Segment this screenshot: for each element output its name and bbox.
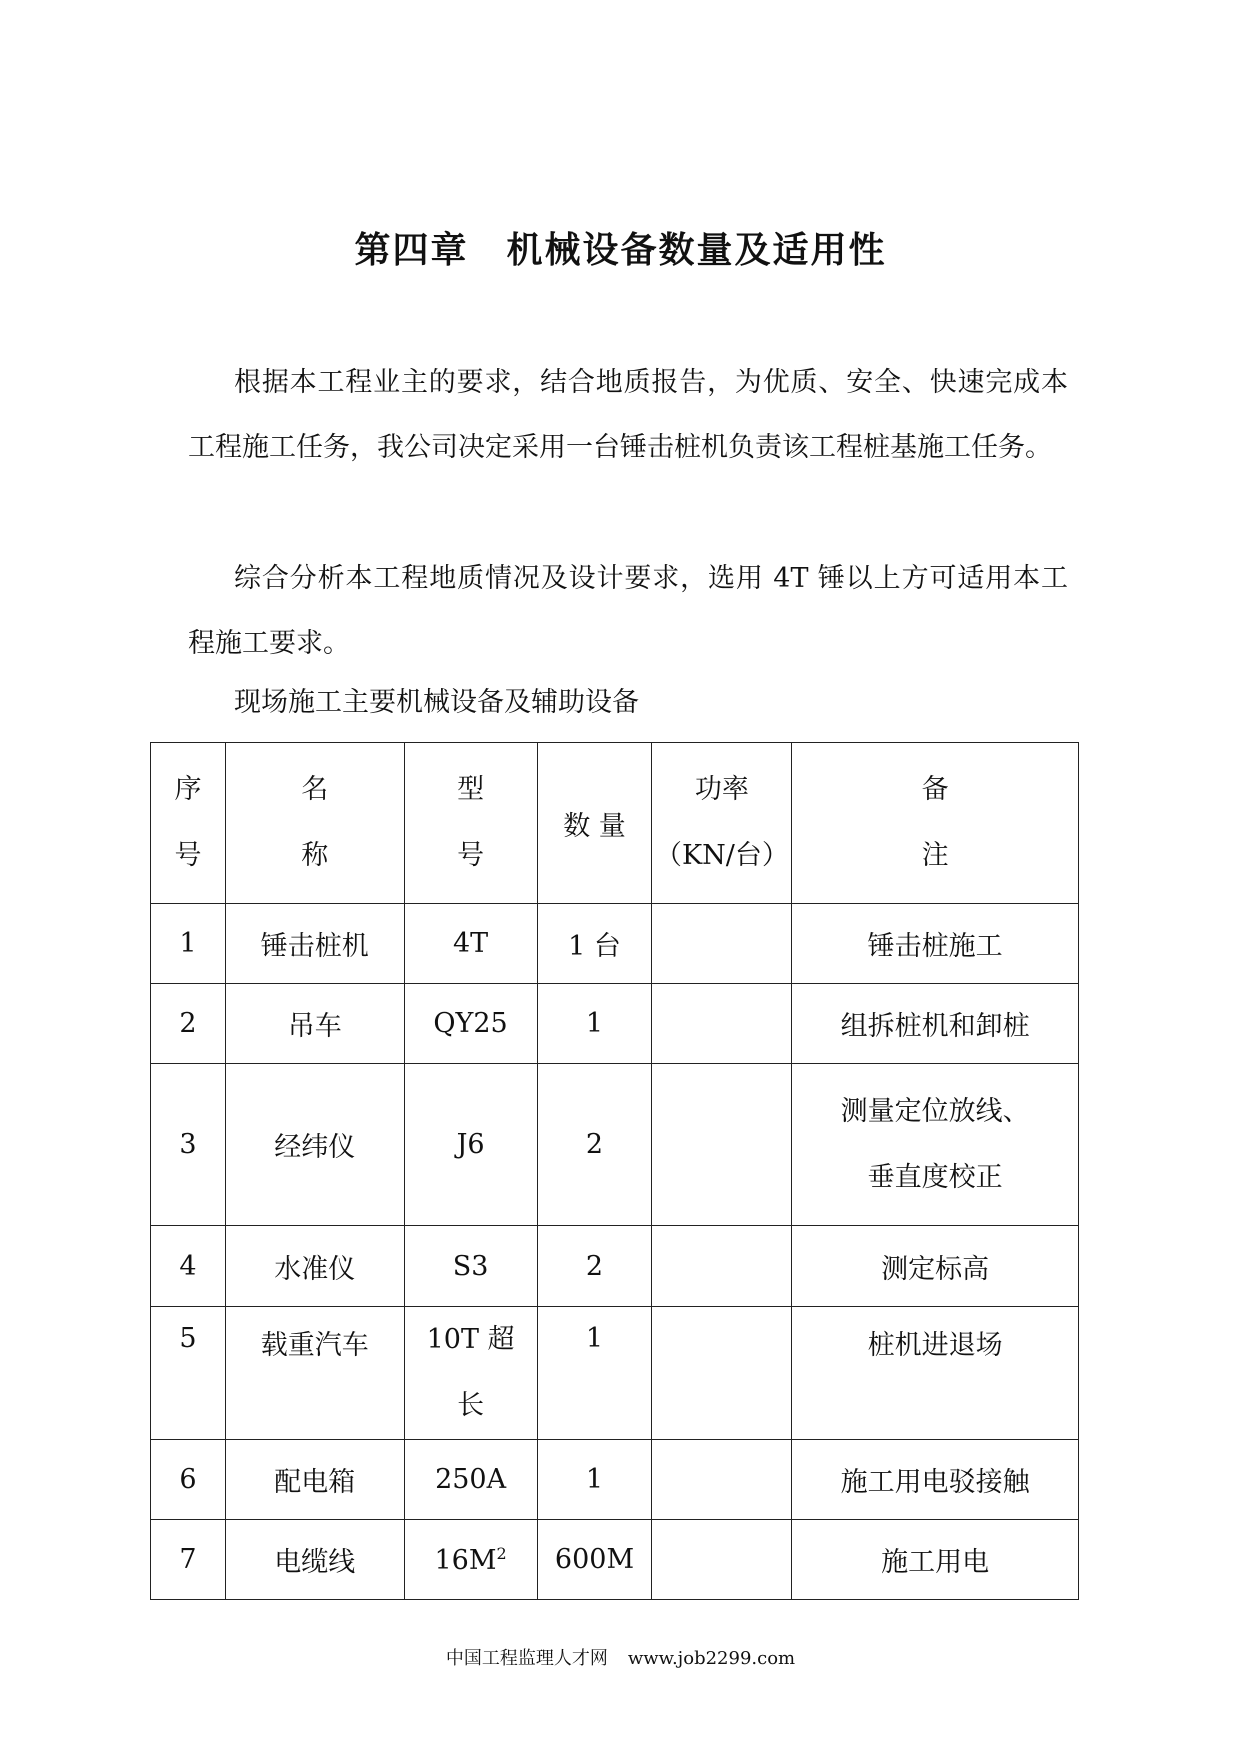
header-model: 型 号 [404,743,537,904]
cell-remark: 锤击桩施工 [792,904,1079,984]
cell-model: QY25 [404,984,537,1064]
cell-name: 吊车 [225,984,404,1064]
cell-power [652,1440,792,1520]
header-power: 功率 （KN/台） [652,743,792,904]
table-row [151,904,1079,984]
cell-qty: 1 [537,1440,652,1520]
table-header-row [151,743,1079,904]
cell-qty: 600M [537,1520,652,1600]
header-qty: 数 量 [537,743,652,904]
paragraph-intro: 根据本工程业主的要求，结合地质报告，为优质、安全、快速完成本工程施工任务，我公司决定采用一台锤击桩机负责该工程桩基施工任务。 [188,367,1068,463]
cell-qty: 2 [537,1064,652,1226]
cell-remark: 桩机进退场 [792,1307,1079,1440]
header-remark: 备 注 [792,743,1079,904]
table-row [151,984,1079,1064]
cell-name: 锤击桩机 [225,904,404,984]
table-row [151,1520,1079,1600]
table-row [151,1307,1079,1440]
header-no: 序 号 [151,743,226,904]
table-caption: 现场施工主要机械设备及辅助设备 [234,687,639,718]
header-name: 名 称 [225,743,404,904]
cell-name: 水准仪 [225,1226,404,1307]
cell-no: 4 [151,1226,226,1307]
cell-name: 电缆线 [225,1520,404,1600]
cell-no: 5 [151,1307,226,1440]
cell-power [652,1226,792,1307]
paragraph-analysis: 综合分析本工程地质情况及设计要求，选用 4T 锤以上方可适用本工程施工要求。 [188,563,1068,659]
cell-name: 载重汽车 [225,1307,404,1440]
cell-power [652,984,792,1064]
cell-name: 配电箱 [225,1440,404,1520]
cell-name: 经纬仪 [225,1064,404,1226]
cell-qty: 1 台 [537,904,652,984]
cell-remark: 施工用电 [792,1520,1079,1600]
cell-qty: 2 [537,1226,652,1307]
cell-model: S3 [404,1226,537,1307]
footer-site-name: 中国工程监理人才网 [445,1648,608,1669]
cell-no: 1 [151,904,226,984]
cell-model: 250A [404,1440,537,1520]
cell-remark: 组拆桩机和卸桩 [792,984,1079,1064]
cell-power [652,904,792,984]
cell-no: 2 [151,984,226,1064]
cell-no: 3 [151,1064,226,1226]
cell-power [652,1064,792,1226]
cell-power [652,1307,792,1440]
cell-remark: 测量定位放线、 垂直度校正 [792,1064,1079,1226]
cell-remark: 施工用电驳接触 [792,1440,1079,1520]
cell-remark: 测定标高 [792,1226,1079,1307]
page-footer [0,1644,1241,1670]
equipment-table [150,742,1079,1600]
cell-model: J6 [404,1064,537,1226]
cell-model: $16M^2$ [404,1520,537,1600]
cell-no: 7 [151,1520,226,1600]
table-row [151,1064,1079,1226]
table-row [151,1440,1079,1520]
cell-power [652,1520,792,1600]
table-row [151,1226,1079,1307]
cell-model: 4T [404,904,537,984]
chapter-number: 第四章 [354,230,469,271]
cell-qty: 1 [537,984,652,1064]
cell-no: 6 [151,1440,226,1520]
cell-model: 10T 超 长 [404,1307,537,1440]
footer-url[interactable]: www.job2299.com [627,1648,796,1669]
chapter-title [0,222,1241,273]
cell-qty: 1 [537,1307,652,1440]
chapter-heading: 机械设备数量及适用性 [506,230,887,271]
